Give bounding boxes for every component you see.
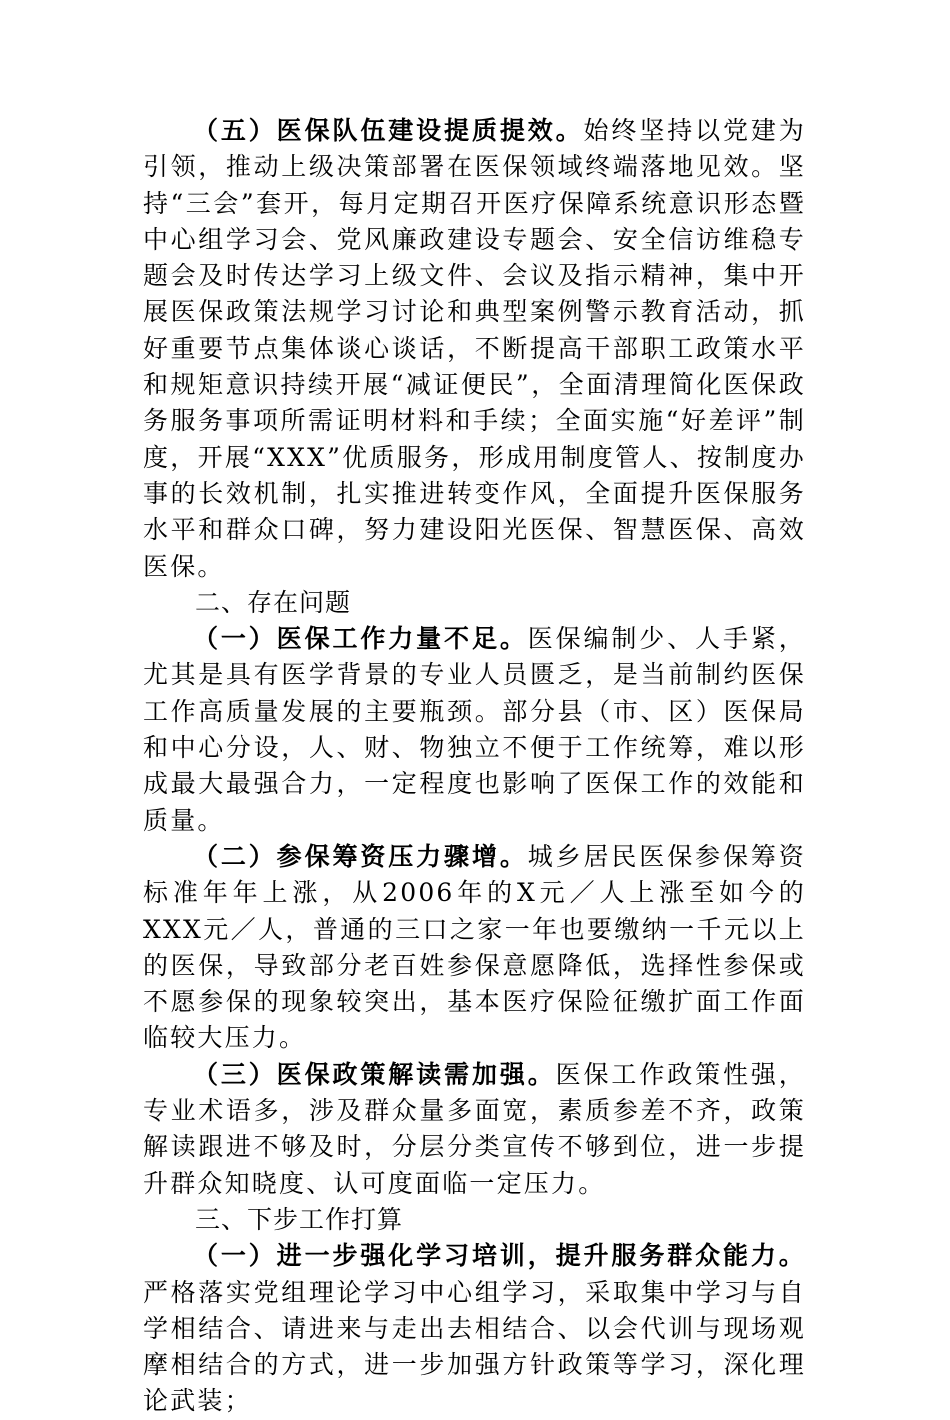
paragraph-text: 城乡居民医保参保筹资标准年年上涨，从2006年的X元／人上涨至如今的XXX元／人，普通的三口之家一年也要缴纳一千元以上的医保，导致部分老百姓参保意愿降低，选择性参保或不愿参保的现象较突出，基本医疗保险征缴扩面工作面临较大压力。 [143,841,806,1053]
paragraph-policy-interpretation [143,1057,806,1202]
document-body [143,113,806,1420]
paragraph-funding-pressure [143,839,806,1057]
section-heading-problems: 二、存在问题 [195,587,352,617]
paragraph-lead: （一）进一步强化学习培训，提升服务群众能力。 [193,1241,806,1271]
paragraph-lead: （三）医保政策解读需加强。 [193,1059,556,1089]
paragraph-training [143,1238,806,1419]
paragraph-text: 医保编制少、人手紧，尤其是具有医学背景的专业人员匮乏，是当前制约医保工作高质量发展的主要瓶颈。部分县（市、区）医保局和中心分设，人、财、物独立不便于工作统筹，难以形成最大最强合力，一定程度也影响了医保工作的效能和质量。 [143,624,806,835]
section-heading-next-steps: 三、下步工作打算 [195,1204,404,1234]
paragraph-text: 严格落实党组理论学习中心组学习，采取集中学习与自学相结合、请进来与走出去相结合、以会代训与现场观摩相结合的方式，进一步加强方针政策等学习，深化理论武装； [143,1277,806,1416]
paragraph-lead: （一）医保工作力量不足。 [193,624,528,654]
paragraph-lead: （二）参保筹资压力骤增。 [193,841,528,871]
paragraph-lead: （五）医保队伍建设提质提效。 [193,116,584,145]
paragraph-team-building [143,113,806,585]
paragraph-text: 医保工作政策性强，专业术语多，涉及群众量多面宽，素质参差不齐，政策解读跟进不够及时，分层分类宣传不够到位，进一步提升群众知晓度、认可度面临一定压力。 [143,1059,806,1198]
paragraph-text: 始终坚持以党建为引领，推动上级决策部署在医保领域终端落地见效。坚持“三会”套开，每月定期召开医疗保障系统意识形态暨中心组学习会、党风廉政建设专题会、安全信访维稳专题会及时传达学习上级文件、会议及指示精神，集中开展医保政策法规学习讨论和典型案例警示教育活动，抓好重要节点集体谈心谈话，不断提高干部职工政策水平和规矩意识持续开展“减证便民”，全面清理简化医保政务服务事项所需证明材料和手续；全面实施“好差评”制度，开展“XXX”优质服务，形成用制度管人、按制度办事的长效机制，扎实推进转变作风，全面提升医保服务水平和群众口碑，努力建设阳光医保、智慧医保、高效医保。 [143,116,806,581]
paragraph-staffing [143,621,806,839]
